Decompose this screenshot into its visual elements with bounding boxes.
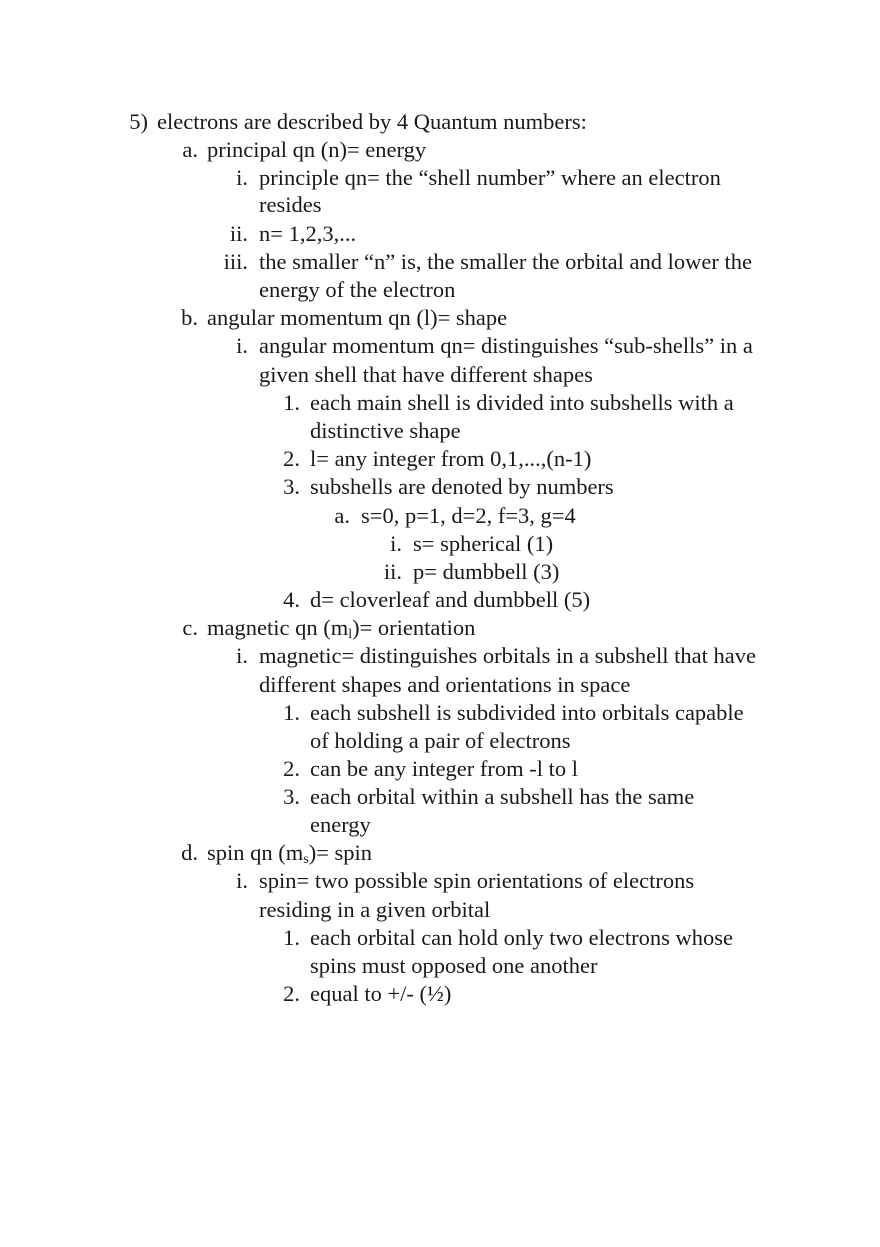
item-a-iii-marker: iii. (223, 249, 248, 274)
item-b-3-marker: 3. (283, 474, 300, 499)
item-b-1-marker: 1. (283, 390, 300, 415)
item-b-3-a-ii-marker: ii. (383, 559, 402, 584)
item-b-4-text: d= cloverleaf and dumbbell (5) (310, 587, 591, 612)
item-a-ii-marker: ii. (229, 221, 248, 246)
item-b-3-text: subshells are denoted by numbers (310, 474, 614, 499)
item-c-1-marker: 1. (283, 700, 300, 725)
item-b-3-a-i-text: s= spherical (1) (413, 531, 554, 556)
item-c-text-before: magnetic qn (m (207, 615, 349, 640)
item-b-1-line1: each main shell is divided into subshells with a (310, 390, 734, 415)
item-c-i-line1: magnetic= distinguishes orbitals in a subshell that have (259, 643, 756, 668)
item-d-i-line1: spin= two possible spin orientations of electrons (259, 868, 695, 893)
item-d-2-marker: 2. (283, 981, 300, 1006)
item-c-3-line1: each orbital within a subshell has the same (310, 784, 695, 809)
item-c-i-line2: different shapes and orientations in space (259, 672, 631, 697)
item-5-marker: 5) (129, 109, 148, 134)
item-c-marker: c. (182, 615, 198, 640)
item-b-1-line2: distinctive shape (310, 418, 461, 443)
item-a-marker: a. (182, 137, 198, 162)
item-a-i-line2: resides (259, 192, 322, 217)
item-d-marker: d. (181, 840, 198, 865)
item-b-marker: b. (181, 305, 198, 330)
item-d-1-line2: spins must opposed one another (310, 953, 598, 978)
item-d-i-line2: residing in a given orbital (259, 897, 491, 922)
item-b-2-marker: 2. (283, 446, 300, 471)
item-5-text: electrons are described by 4 Quantum numbers: (157, 109, 587, 134)
item-d-1-marker: 1. (283, 925, 300, 950)
item-c-i-marker: i. (236, 643, 248, 668)
item-c-3-marker: 3. (283, 784, 300, 809)
item-a-ii-text: n= 1,2,3,... (259, 221, 357, 246)
item-c-text (207, 614, 475, 642)
item-a-text: principal qn (n)= energy (207, 137, 427, 162)
item-b-2-text: l= any integer from 0,1,...,(n-1) (310, 446, 592, 471)
item-d-text-after: )= spin (308, 840, 373, 865)
item-b-3-a-i-marker: i. (390, 531, 402, 556)
item-b-3-a-marker: a. (334, 503, 350, 528)
item-a-iii-line1: the smaller “n” is, the smaller the orbital and lower the (259, 249, 752, 274)
item-d-text (207, 839, 372, 867)
item-d-i-marker: i. (236, 868, 248, 893)
item-c-text-after: )= orientation (352, 615, 476, 640)
item-b-i-line2: given shell that have different shapes (259, 362, 593, 387)
item-c-1-line1: each subshell is subdivided into orbitals capable (310, 700, 744, 725)
item-a-i-marker: i. (236, 165, 248, 190)
item-c-3-line2: energy (310, 812, 371, 837)
item-b-i-marker: i. (236, 333, 248, 358)
item-d-2-text: equal to +/- (½) (310, 981, 452, 1006)
item-a-iii-line2: energy of the electron (259, 277, 456, 302)
item-c-1-line2: of holding a pair of electrons (310, 728, 571, 753)
item-b-3-a-text: s=0, p=1, d=2, f=3, g=4 (361, 503, 576, 528)
item-b-4-marker: 4. (283, 587, 300, 612)
item-c-2-marker: 2. (283, 756, 300, 781)
item-b-text: angular momentum qn (l)= shape (207, 305, 508, 330)
item-b-3-a-ii-text: p= dumbbell (3) (413, 559, 560, 584)
item-c-subscript: l (348, 627, 353, 642)
item-d-text-before: spin qn (m (207, 840, 304, 865)
item-b-i-line1: angular momentum qn= distinguishes “sub-shells” in a (259, 333, 753, 358)
item-d-subscript: s (303, 852, 309, 867)
item-c-2-text: can be any integer from -l to l (310, 756, 579, 781)
item-a-i-line1: principle qn= the “shell number” where an electron (259, 165, 721, 190)
item-d-1-line1: each orbital can hold only two electrons whose (310, 925, 733, 950)
